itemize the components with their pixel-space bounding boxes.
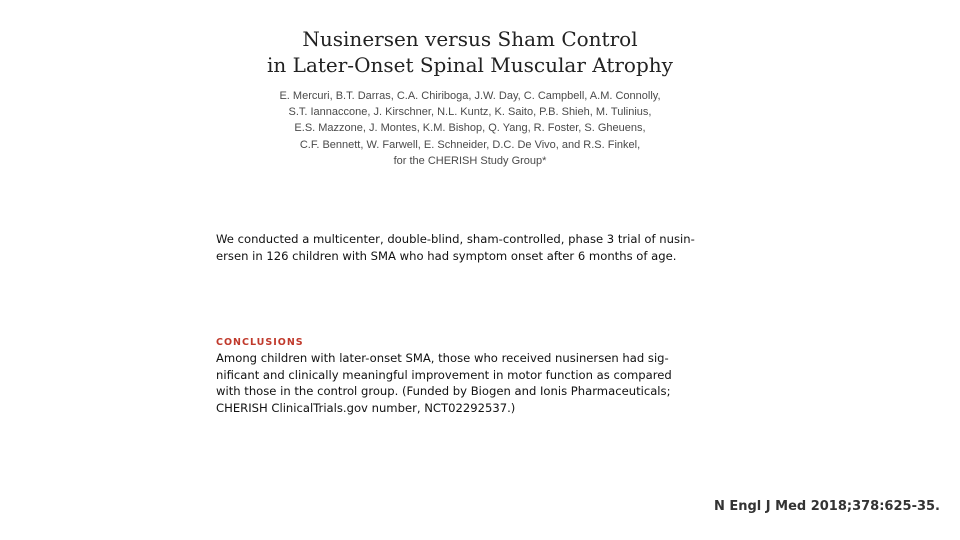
author-line-3: E.S. Mazzone, J. Montes, K.M. Bishop, Q. Yang, R. Foster, S. Gheuens,: [294, 122, 646, 135]
article-title: [220, 26, 720, 78]
journal-citation: N Engl J Med 2018;378:625-35.: [713, 499, 940, 514]
author-line-4: C.F. Bennett, W. Farwell, E. Schneider, D.C. De Vivo, and R.S. Finkel,: [299, 138, 641, 151]
conclusions-paragraph: [216, 350, 706, 416]
author-line-1: E. Mercuri, B.T. Darras, C.A. Chiriboga, J.W. Day, C. Campbell, A.M. Connolly,: [279, 90, 661, 102]
conclusions-line-2: nificant and clinically meaningful improvement in motor function as compared: [216, 367, 672, 382]
author-list: [220, 88, 720, 169]
methods-paragraph: [216, 231, 706, 264]
conclusions-heading: CONCLUSIONS: [216, 337, 304, 348]
title-line-1: Nusinersen versus Sham Control: [302, 27, 638, 51]
methods-line-1: We conducted a multicenter, double-blind, sham-controlled, phase 3 trial of nusin-: [216, 232, 695, 246]
title-line-2: in Later-Onset Spinal Muscular Atrophy: [267, 53, 673, 77]
conclusions-line-4: CHERISH ClinicalTrials.gov number, NCT02292537.): [216, 400, 516, 415]
conclusions-line-1: Among children with later-onset SMA, those who received nusinersen had sig-: [216, 351, 669, 365]
methods-line-2: ersen in 126 children with SMA who had symptom onset after 6 months of age.: [216, 248, 677, 263]
conclusions-line-3: with those in the control group. (Funded by Biogen and Ionis Pharmaceuticals;: [216, 384, 671, 398]
author-line-2: S.T. Iannaccone, J. Kirschner, N.L. Kuntz, K. Saito, P.B. Shieh, M. Tulinius,: [288, 106, 652, 119]
author-line-5: for the CHERISH Study Group*: [393, 154, 547, 167]
